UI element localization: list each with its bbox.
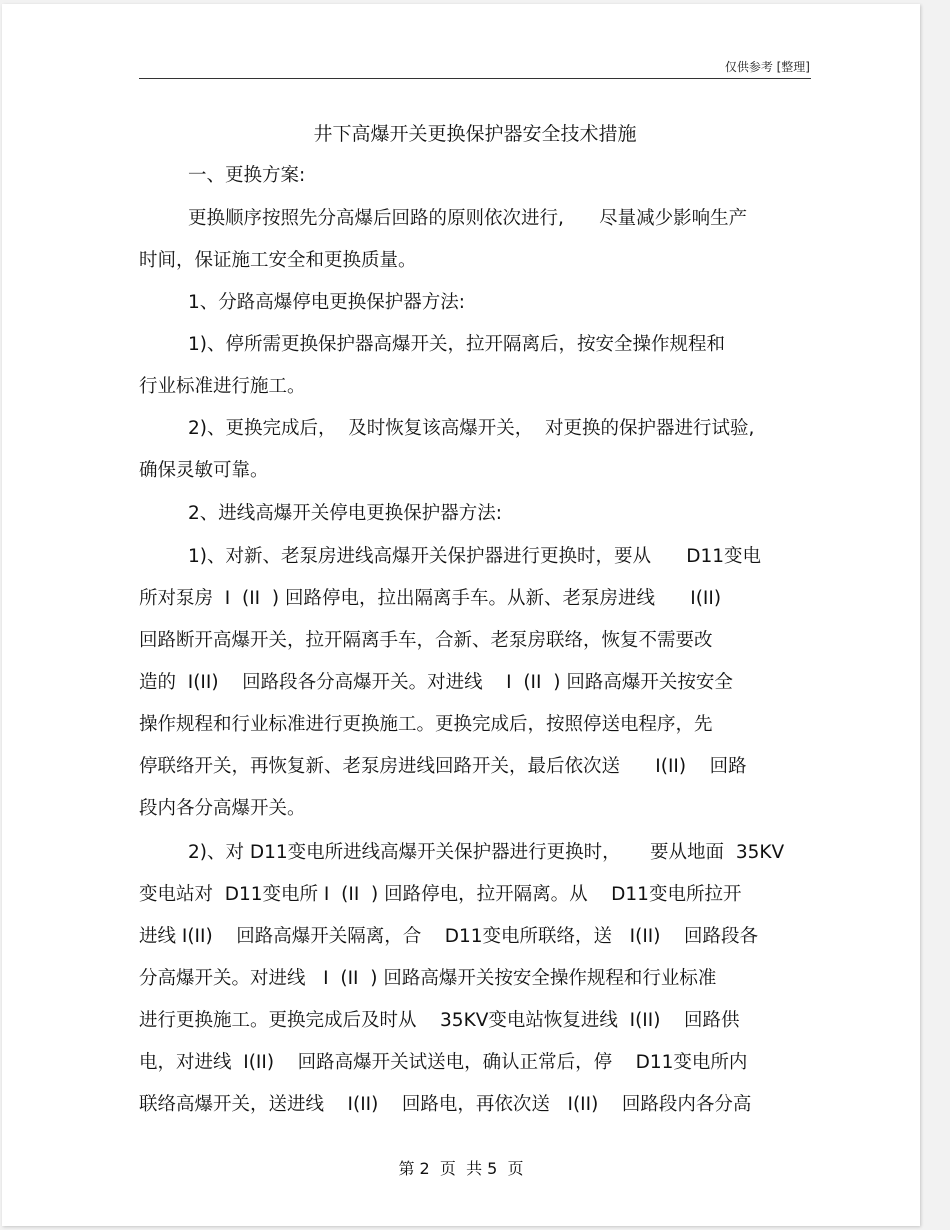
paragraph-line: 操作规程和行业标准进行更换施工。更换完成后，按照停送电程序，先 (139, 714, 713, 735)
paragraph-line: 更换顺序按照先分高爆后回路的原则依次进行, 尽量减少影响生产 (188, 208, 748, 229)
paragraph-line: 1)、停所需更换保护器高爆开关，拉开隔离后，按安全操作规程和 (188, 334, 725, 355)
paragraph-line: 确保灵敏可靠。 (139, 460, 269, 481)
paragraph-line: 分高爆开关。对进线 I (II ) 回路高爆开关按安全操作规程和行业标准 (139, 968, 717, 989)
paragraph-line: 变电站对 D11变电所 I (II ) 回路停电，拉开隔离。从 D11变电所拉开 (139, 884, 742, 905)
page-number: 第 2 页 共 5 页 (398, 1159, 524, 1178)
section-heading: 一、更换方案: (188, 165, 306, 186)
paragraph-line: 电，对进线 I(II) 回路高爆开关试送电，确认正常后，停 D11变电所内 (139, 1052, 748, 1073)
header-rule (139, 78, 811, 79)
paragraph-line: 2)、对 D11变电所进线高爆开关保护器进行更换时， 要从地面 35KV (188, 842, 785, 863)
paragraph-line: 造的 I(II) 回路段各分高爆开关。对进线 I (II ) 回路高爆开关按安全 (139, 672, 733, 693)
header-note: 仅供参考 [整理] (724, 60, 810, 74)
paragraph-line: 进行更换施工。更换完成后及时从 35KV变电站恢复进线 I(II) 回路供 (139, 1010, 740, 1031)
document-page (2, 4, 920, 1226)
paragraph-line: 段内各分高爆开关。 (139, 798, 306, 819)
paragraph-line: 2)、更换完成后， 及时恢复该高爆开关， 对更换的保护器进行试验, (188, 418, 755, 439)
paragraph-line: 时间，保证施工安全和更换质量。 (139, 250, 417, 271)
subsection-heading: 2、进线高爆开关停电更换保护器方法: (188, 503, 503, 524)
paragraph-line: 停联络开关，再恢复新、老泵房进线回路开关，最后依次送 I(II) 回路 (139, 756, 747, 777)
paragraph-line: 联络高爆开关，送进线 I(II) 回路电，再依次送 I(II) 回路段内各分高 (139, 1094, 752, 1115)
paragraph-line: 回路断开高爆开关，拉开隔离手车，合新、老泵房联络，恢复不需要改 (139, 630, 713, 651)
paragraph-line: 进线 I(II) 回路高爆开关隔离，合 D11变电所联络，送 I(II) 回路段各 (139, 926, 758, 947)
paragraph-line: 行业标准进行施工。 (139, 376, 306, 397)
paragraph-line: 所对泵房 I (II ) 回路停电，拉出隔离手车。从新、老泵房进线 I(II) (139, 588, 722, 609)
document-title: 井下高爆开关更换保护器安全技术措施 (313, 123, 637, 145)
paragraph-line: 1)、对新、老泵房进线高爆开关保护器进行更换时，要从 D11变电 (188, 546, 762, 567)
subsection-heading: 1、分路高爆停电更换保护器方法: (188, 292, 466, 313)
